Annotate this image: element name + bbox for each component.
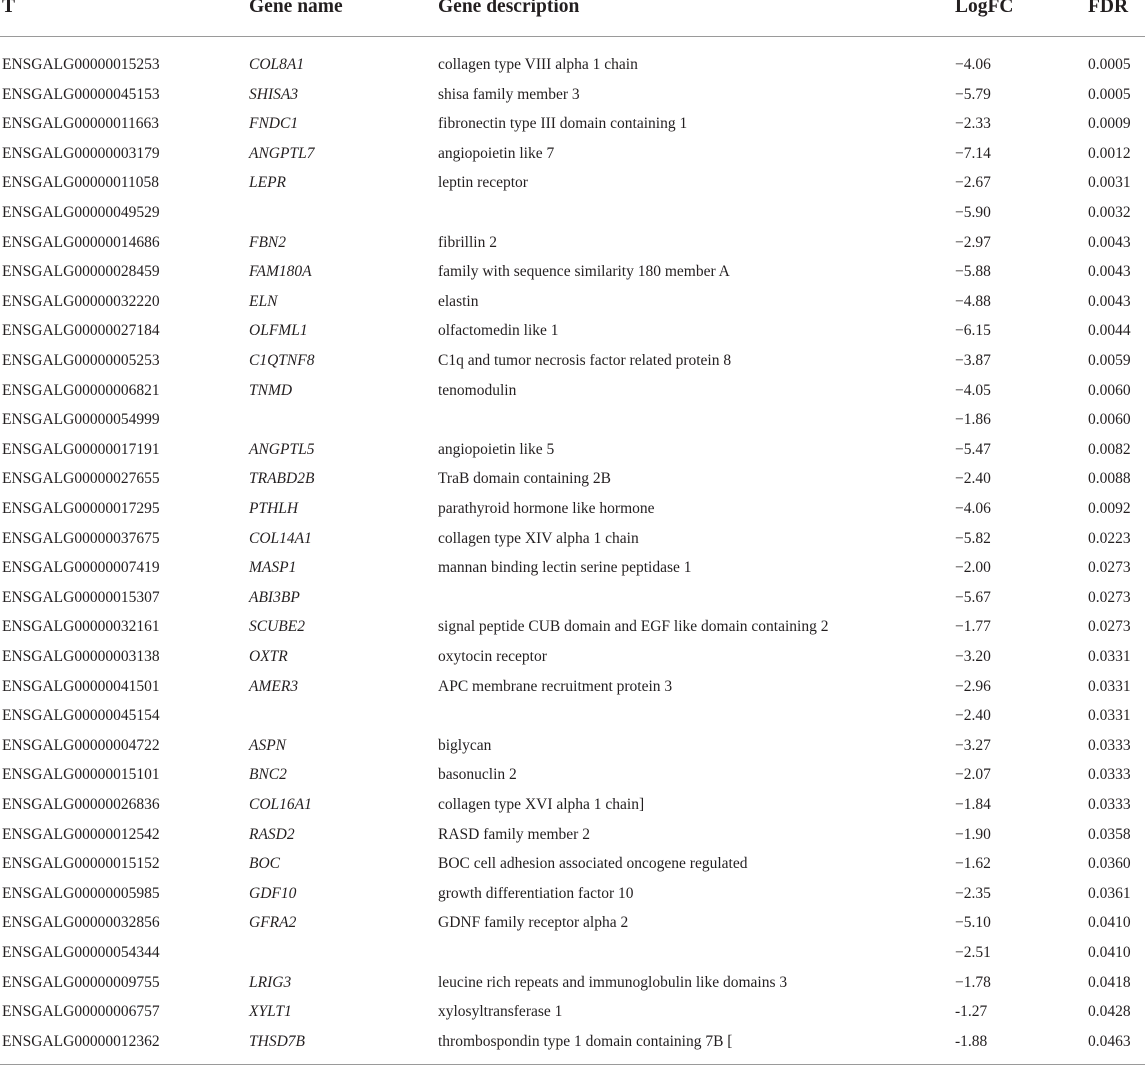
gene-id-cell: ENSGALG00000011058	[2, 174, 160, 192]
table-row	[0, 706, 1145, 736]
gene-id-cell: ENSGALG00000003138	[2, 648, 160, 665]
gene-id-cell: ENSGALG00000017295	[2, 500, 160, 517]
table-row	[0, 588, 1145, 618]
logfc-cell: −5.88	[955, 263, 991, 281]
gene-id-cell: ENSGALG00000004722	[2, 736, 160, 754]
gene-description-cell: tenomodulin	[438, 381, 517, 399]
gene-name-cell: BNC2	[249, 766, 287, 784]
table-row	[0, 173, 1145, 203]
gene-description-cell: basonuclin 2	[438, 766, 517, 784]
gene-id-cell: ENSGALG00000007419	[2, 559, 160, 577]
gene-description-cell: signal peptide CUB domain and EGF like domain containing 2	[438, 618, 829, 636]
table-row	[0, 617, 1145, 647]
logfc-cell: −2.51	[955, 944, 991, 961]
header-gene-name: Gene name	[249, 0, 343, 17]
gene-description-cell: collagen type VIII alpha 1 chain	[438, 56, 638, 73]
gene-description-cell: elastin	[438, 292, 479, 310]
table-row	[0, 736, 1145, 766]
gene-name-cell: ANGPTL5	[249, 440, 315, 458]
fdr-cell: 0.0088	[1088, 470, 1131, 488]
logfc-cell: −1.62	[955, 855, 991, 873]
gene-id-cell: ENSGALG00000017191	[2, 440, 160, 458]
gene-name-cell: SCUBE2	[249, 618, 305, 636]
gene-id-cell: ENSGALG00000003179	[2, 144, 160, 162]
logfc-cell: −4.88	[955, 292, 991, 310]
logfc-cell: −4.06	[955, 56, 991, 73]
gene-name-cell: FNDC1	[249, 115, 299, 133]
gene-name-cell: MASP1	[249, 559, 297, 577]
fdr-cell: 0.0358	[1088, 825, 1131, 843]
logfc-cell: −1.90	[955, 825, 991, 843]
logfc-cell: −5.79	[955, 85, 991, 103]
gene-name-cell: COL8A1	[249, 56, 305, 73]
table-row	[0, 262, 1145, 292]
logfc-cell: −2.67	[955, 174, 991, 192]
gene-id-cell: ENSGALG00000032220	[2, 292, 160, 310]
gene-id-cell: ENSGALG00000045153	[2, 85, 160, 103]
gene-name-cell: RASD2	[249, 825, 295, 843]
gene-description-cell: collagen type XVI alpha 1 chain]	[438, 796, 645, 813]
gene-name-cell: LRIG3	[249, 973, 292, 991]
fdr-cell: 0.0009	[1088, 115, 1131, 133]
logfc-cell: −1.86	[955, 411, 991, 429]
gene-description-cell: olfactomedin like 1	[438, 322, 559, 340]
logfc-cell: −2.96	[955, 677, 991, 695]
gene-id-cell: ENSGALG00000032856	[2, 914, 160, 932]
gene-description-cell: oxytocin receptor	[438, 648, 547, 665]
gene-name-cell: OXTR	[249, 648, 288, 665]
logfc-cell: −2.40	[955, 707, 991, 725]
fdr-cell: 0.0273	[1088, 559, 1131, 577]
logfc-cell: −4.06	[955, 500, 991, 517]
logfc-cell: −5.82	[955, 529, 991, 547]
fdr-cell: 0.0005	[1088, 85, 1131, 103]
gene-description-cell: fibronectin type III domain containing 1	[438, 115, 688, 133]
header-divider	[0, 36, 1145, 37]
table-row	[0, 292, 1145, 322]
logfc-cell: −5.67	[955, 588, 991, 606]
table-bottom-divider	[0, 1064, 1145, 1065]
table-row	[0, 913, 1145, 943]
logfc-cell: −3.87	[955, 352, 991, 369]
fdr-cell: 0.0092	[1088, 500, 1131, 517]
table-row	[0, 1032, 1145, 1062]
fdr-cell: 0.0333	[1088, 796, 1131, 813]
gene-id-cell: ENSGALG00000009755	[2, 973, 160, 991]
logfc-cell: −7.14	[955, 144, 991, 162]
table-row	[0, 677, 1145, 707]
gene-description-cell: collagen type XIV alpha 1 chain	[438, 529, 639, 547]
gene-id-cell: ENSGALG00000005253	[2, 352, 160, 369]
logfc-cell: −6.15	[955, 322, 991, 340]
logfc-cell: −5.10	[955, 914, 991, 932]
table-row	[0, 973, 1145, 1003]
gene-id-cell: ENSGALG00000014686	[2, 233, 160, 251]
table-row	[0, 499, 1145, 529]
fdr-cell: 0.0005	[1088, 56, 1131, 73]
gene-description-cell: BOC cell adhesion associated oncogene regulated	[438, 855, 748, 873]
gene-id-cell: ENSGALG00000012362	[2, 1032, 160, 1050]
table-row	[0, 381, 1145, 411]
logfc-cell: −5.90	[955, 204, 991, 221]
table-row	[0, 440, 1145, 470]
logfc-cell: −2.40	[955, 470, 991, 488]
table-row	[0, 144, 1145, 174]
fdr-cell: 0.0060	[1088, 381, 1131, 399]
logfc-cell: −1.77	[955, 618, 991, 636]
gene-description-cell: shisa family member 3	[438, 85, 580, 103]
gene-name-cell: TNMD	[249, 381, 293, 399]
table-row	[0, 795, 1145, 825]
fdr-cell: 0.0059	[1088, 352, 1131, 369]
fdr-cell: 0.0360	[1088, 855, 1131, 873]
logfc-cell: -1.88	[955, 1032, 988, 1050]
fdr-cell: 0.0043	[1088, 263, 1131, 281]
table-row	[0, 321, 1145, 351]
fdr-cell: 0.0410	[1088, 914, 1131, 932]
gene-id-cell: ENSGALG00000041501	[2, 677, 160, 695]
header-id: T	[2, 0, 16, 17]
gene-description-cell: leucine rich repeats and immunoglobulin like domains 3	[438, 973, 788, 991]
fdr-cell: 0.0273	[1088, 588, 1131, 606]
fdr-cell: 0.0032	[1088, 204, 1131, 221]
gene-description-cell: biglycan	[438, 736, 492, 754]
table-header-row	[0, 0, 1145, 36]
header-gene-description: Gene description	[438, 0, 580, 17]
gene-id-cell: ENSGALG00000006757	[2, 1003, 160, 1021]
gene-name-cell: ELN	[249, 292, 278, 310]
gene-description-cell: TraB domain containing 2B	[438, 470, 611, 488]
logfc-cell: -1.27	[955, 1003, 988, 1021]
logfc-cell: −3.20	[955, 648, 991, 665]
fdr-cell: 0.0031	[1088, 174, 1131, 192]
table-row	[0, 114, 1145, 144]
gene-name-cell: SHISA3	[249, 85, 299, 103]
gene-id-cell: ENSGALG00000049529	[2, 204, 160, 221]
logfc-cell: −2.07	[955, 766, 991, 784]
table-row	[0, 884, 1145, 914]
gene-description-cell: angiopoietin like 7	[438, 144, 555, 162]
logfc-cell: −5.47	[955, 440, 991, 458]
logfc-cell: −2.97	[955, 233, 991, 251]
gene-description-cell: parathyroid hormone like hormone	[438, 500, 655, 517]
gene-name-cell: ANGPTL7	[249, 144, 315, 162]
fdr-cell: 0.0273	[1088, 618, 1131, 636]
gene-id-cell: ENSGALG00000012542	[2, 825, 160, 843]
fdr-cell: 0.0331	[1088, 677, 1131, 695]
gene-name-cell: GFRA2	[249, 914, 297, 932]
fdr-cell: 0.0410	[1088, 944, 1131, 961]
gene-description-cell: C1q and tumor necrosis factor related protein 8	[438, 352, 732, 369]
fdr-cell: 0.0331	[1088, 648, 1131, 665]
gene-description-cell: mannan binding lectin serine peptidase 1	[438, 559, 692, 577]
gene-description-cell: fibrillin 2	[438, 233, 497, 251]
gene-name-cell: COL16A1	[249, 796, 312, 813]
gene-name-cell: ASPN	[249, 736, 287, 754]
table-row	[0, 203, 1145, 233]
table-row	[0, 233, 1145, 263]
gene-id-cell: ENSGALG00000028459	[2, 263, 160, 281]
table-row	[0, 351, 1145, 381]
header-fdr: FDR	[1088, 0, 1129, 17]
gene-name-cell: TRABD2B	[249, 470, 315, 488]
gene-name-cell: COL14A1	[249, 529, 312, 547]
gene-id-cell: ENSGALG00000015253	[2, 56, 160, 73]
gene-description-cell: APC membrane recruitment protein 3	[438, 677, 673, 695]
gene-description-cell: GDNF family receptor alpha 2	[438, 914, 629, 932]
gene-description-cell: leptin receptor	[438, 174, 528, 192]
logfc-cell: −3.27	[955, 736, 991, 754]
gene-description-cell: xylosyltransferase 1	[438, 1003, 563, 1021]
table-row	[0, 765, 1145, 795]
gene-id-cell: ENSGALG00000015101	[2, 766, 160, 784]
gene-description-cell: family with sequence similarity 180 member A	[438, 263, 730, 281]
fdr-cell: 0.0012	[1088, 144, 1131, 162]
gene-name-cell: XYLT1	[249, 1003, 292, 1021]
fdr-cell: 0.0082	[1088, 440, 1131, 458]
fdr-cell: 0.0223	[1088, 529, 1131, 547]
gene-id-cell: ENSGALG00000027655	[2, 470, 160, 488]
gene-name-cell: FAM180A	[249, 263, 312, 281]
gene-name-cell: FBN2	[249, 233, 287, 251]
gene-id-cell: ENSGALG00000054344	[2, 944, 160, 961]
fdr-cell: 0.0361	[1088, 884, 1131, 902]
gene-name-cell: ABI3BP	[249, 588, 300, 606]
gene-name-cell: PTHLH	[249, 500, 299, 517]
gene-id-cell: ENSGALG00000011663	[2, 115, 160, 133]
table-row	[0, 558, 1145, 588]
table-row	[0, 943, 1145, 973]
gene-id-cell: ENSGALG00000045154	[2, 707, 160, 725]
gene-description-cell: thrombospondin type 1 domain containing 7B [	[438, 1032, 733, 1050]
gene-id-cell: ENSGALG00000054999	[2, 411, 160, 429]
fdr-cell: 0.0331	[1088, 707, 1131, 725]
gene-name-cell: AMER3	[249, 677, 299, 695]
fdr-cell: 0.0044	[1088, 322, 1131, 340]
gene-id-cell: ENSGALG00000027184	[2, 322, 160, 340]
header-logfc: LogFC	[955, 0, 1014, 17]
logfc-cell: −2.35	[955, 884, 991, 902]
table-row	[0, 55, 1145, 85]
gene-id-cell: ENSGALG00000026836	[2, 796, 160, 813]
table-row	[0, 529, 1145, 559]
fdr-cell: 0.0428	[1088, 1003, 1131, 1021]
gene-name-cell: THSD7B	[249, 1032, 305, 1050]
fdr-cell: 0.0333	[1088, 766, 1131, 784]
gene-id-cell: ENSGALG00000005985	[2, 884, 160, 902]
gene-id-cell: ENSGALG00000015307	[2, 588, 160, 606]
gene-description-cell: growth differentiation factor 10	[438, 884, 634, 902]
logfc-cell: −2.33	[955, 115, 991, 133]
table-row	[0, 825, 1145, 855]
gene-description-cell: RASD family member 2	[438, 825, 590, 843]
fdr-cell: 0.0333	[1088, 736, 1131, 754]
logfc-cell: −4.05	[955, 381, 991, 399]
table-row	[0, 469, 1145, 499]
fdr-cell: 0.0043	[1088, 292, 1131, 310]
gene-name-cell: OLFML1	[249, 322, 308, 340]
table-row	[0, 647, 1145, 677]
gene-id-cell: ENSGALG00000037675	[2, 529, 160, 547]
logfc-cell: −1.84	[955, 796, 991, 813]
fdr-cell: 0.0463	[1088, 1032, 1131, 1050]
logfc-cell: −1.78	[955, 973, 991, 991]
gene-name-cell: LEPR	[249, 174, 287, 192]
gene-id-cell: ENSGALG00000006821	[2, 381, 160, 399]
gene-id-cell: ENSGALG00000032161	[2, 618, 160, 636]
gene-description-cell: angiopoietin like 5	[438, 440, 555, 458]
gene-name-cell: GDF10	[249, 884, 297, 902]
fdr-cell: 0.0043	[1088, 233, 1131, 251]
gene-name-cell: C1QTNF8	[249, 352, 315, 369]
table-row	[0, 85, 1145, 115]
gene-id-cell: ENSGALG00000015152	[2, 855, 160, 873]
table-row	[0, 1002, 1145, 1032]
table-row	[0, 410, 1145, 440]
fdr-cell: 0.0060	[1088, 411, 1131, 429]
fdr-cell: 0.0418	[1088, 973, 1131, 991]
gene-name-cell: BOC	[249, 855, 280, 873]
logfc-cell: −2.00	[955, 559, 991, 577]
table-row	[0, 854, 1145, 884]
